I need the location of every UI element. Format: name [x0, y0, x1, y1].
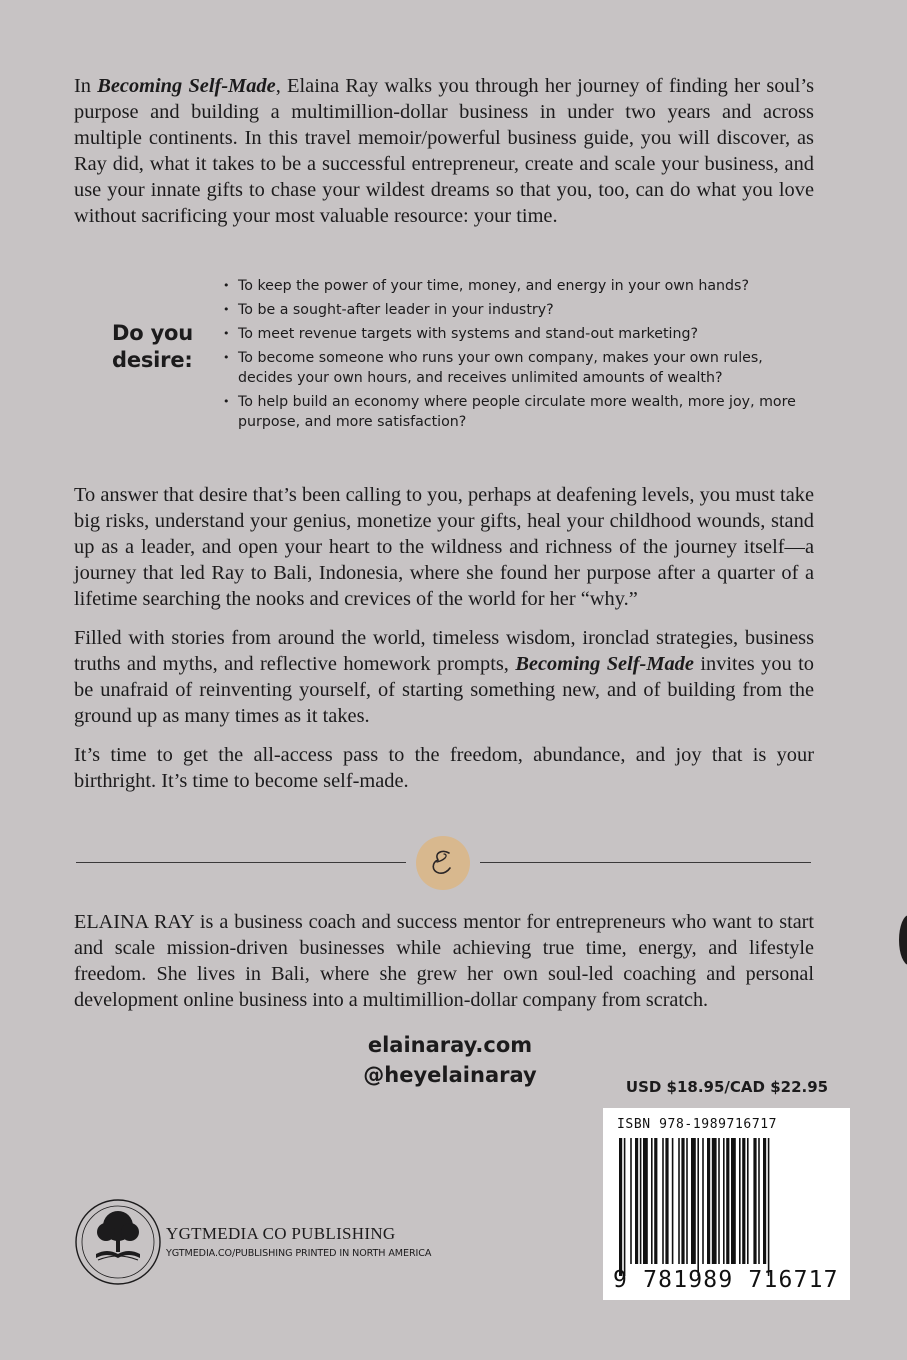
barcode-bar: [640, 1138, 642, 1264]
barcode-bar: [665, 1138, 668, 1264]
website-link[interactable]: elainaray.com: [367, 1033, 533, 1057]
barcode-bar: [739, 1138, 741, 1264]
publisher-subtitle: YGTMEDIA.CO/PUBLISHING PRINTED IN NORTH AMERICA: [166, 1248, 432, 1259]
barcode-bar: [707, 1138, 710, 1264]
publisher-emblem: [72, 1196, 164, 1293]
barcode-bar: [697, 1138, 699, 1276]
barcode-bar: [723, 1138, 725, 1264]
book-title-inline: Becoming Self-Made: [515, 653, 694, 675]
book-title: Becoming Self-Made: [97, 75, 276, 97]
body-p2-post: invites you to be unafraid of reinventing yourself, of starting something new, and of building from the ground up as many times as it takes.: [74, 653, 814, 727]
barcode-bar: [630, 1138, 632, 1264]
barcode-bar: [747, 1138, 749, 1264]
barcode-bar: [619, 1138, 622, 1276]
desire-heading-line1: Do you: [112, 321, 194, 345]
intro-text: , Elaina Ray walks you through her journey of finding her soul’s purpose and building a multimillion-dollar business in under two years and across multiple continents. In this travel memoir/powerful business guide, you will discover, as Ray did, what it takes to be a successful entrepreneur, create and scale your business, and use your innate gifts to chase your wildest dreams so that you, too, can do what you love without sacrificing your most valuable resource: your time.: [74, 75, 814, 227]
monogram-logo: [416, 836, 470, 890]
barcode-bar: [678, 1138, 680, 1264]
barcode-icon: [615, 1138, 839, 1278]
publisher-name: YGTMEDIA CO PUBLISHING: [166, 1224, 396, 1243]
monogram-e-icon: [416, 836, 470, 890]
divider-left: [76, 862, 406, 863]
barcode-bar: [763, 1138, 766, 1264]
contact-block: [300, 1030, 600, 1090]
isbn-digits: 9 781989 716717: [613, 1267, 839, 1293]
barcode-bar: [712, 1138, 717, 1264]
author-bio: [74, 909, 814, 1013]
social-handle[interactable]: @heyelainaray: [363, 1063, 537, 1087]
barcode-bar: [718, 1138, 720, 1264]
tree-logo-icon: [72, 1196, 164, 1288]
body-p2-pre: Filled with stories from around the world, timeless wisdom, ironclad strategies, business truths and myths, and reflective homework prompts,: [74, 627, 814, 675]
body-paragraph-3: It’s time to get the all-access pass to the freedom, abundance, and joy that is your birthright. It’s time to become self-made.: [74, 744, 814, 792]
barcode-bar: [768, 1138, 770, 1276]
desire-list-item: • To become someone who runs your own company, makes your own rules, decides your own hours, and receives unlimited amounts of wealth?: [222, 348, 802, 388]
intro-paragraph: [74, 73, 814, 229]
barcode-bar: [643, 1138, 648, 1264]
barcode-bar: [654, 1138, 657, 1264]
barcode-box: [603, 1108, 850, 1300]
body-paragraph-1: To answer that desire that’s been calling to you, perhaps at deafening levels, you must take big risks, understand your genius, monetize your gifts, heal your childhood wounds, stand up as a leader, and open your heart to the wildness and richness of the journey itself—a journey that led Ray to Bali, Indonesia, where she found her purpose after a quarter of a lifetime searching the nooks and crevices of the world for her “why.”: [74, 484, 814, 610]
body-text: [74, 482, 814, 807]
barcode-bar: [758, 1138, 760, 1264]
barcode-bar: [691, 1138, 696, 1264]
desire-list-item: • To help build an economy where people circulate more wealth, more joy, more purpose, and more satisfaction?: [222, 392, 802, 432]
barcode-bar: [726, 1138, 729, 1264]
isbn-label: ISBN 978-1989716717: [617, 1117, 778, 1132]
barcode-bar: [635, 1138, 638, 1264]
desire-list-item: • To keep the power of your time, money, and energy in your own hands?: [222, 276, 802, 296]
barcode-bar: [686, 1138, 688, 1264]
desire-heading-line2: desire:: [112, 348, 193, 372]
barcode-bar: [731, 1138, 736, 1264]
barcode-bar: [651, 1138, 653, 1264]
desire-list-item: • To be a sought-after leader in your industry?: [222, 300, 802, 320]
barcode-bar: [624, 1138, 626, 1276]
desire-list: [222, 276, 802, 436]
author-bio-text: ELAINA RAY is a business coach and success mentor for entrepreneurs who want to start and scale mission-driven businesses while achieving true time, energy, and lifestyle freedom. She lives in Bali, where she grew her own soul-led coaching and personal development online business into a multimillion-dollar company from scratch.: [74, 911, 814, 1011]
body-paragraph-2: [74, 625, 814, 729]
barcode-bar: [702, 1138, 704, 1264]
intro-pre: In: [74, 75, 98, 97]
price-label: USD $18.95/CAD $22.95: [625, 1078, 829, 1096]
edge-shadow: [899, 915, 907, 965]
desire-heading: [112, 320, 212, 374]
barcode-bar: [753, 1138, 756, 1264]
barcode-bar: [672, 1138, 674, 1264]
barcode-bar: [681, 1138, 684, 1264]
divider-right: [480, 862, 811, 863]
desire-list-item: • To meet revenue targets with systems and stand-out marketing?: [222, 324, 802, 344]
barcode-bar: [742, 1138, 745, 1264]
barcode-bar: [662, 1138, 664, 1264]
